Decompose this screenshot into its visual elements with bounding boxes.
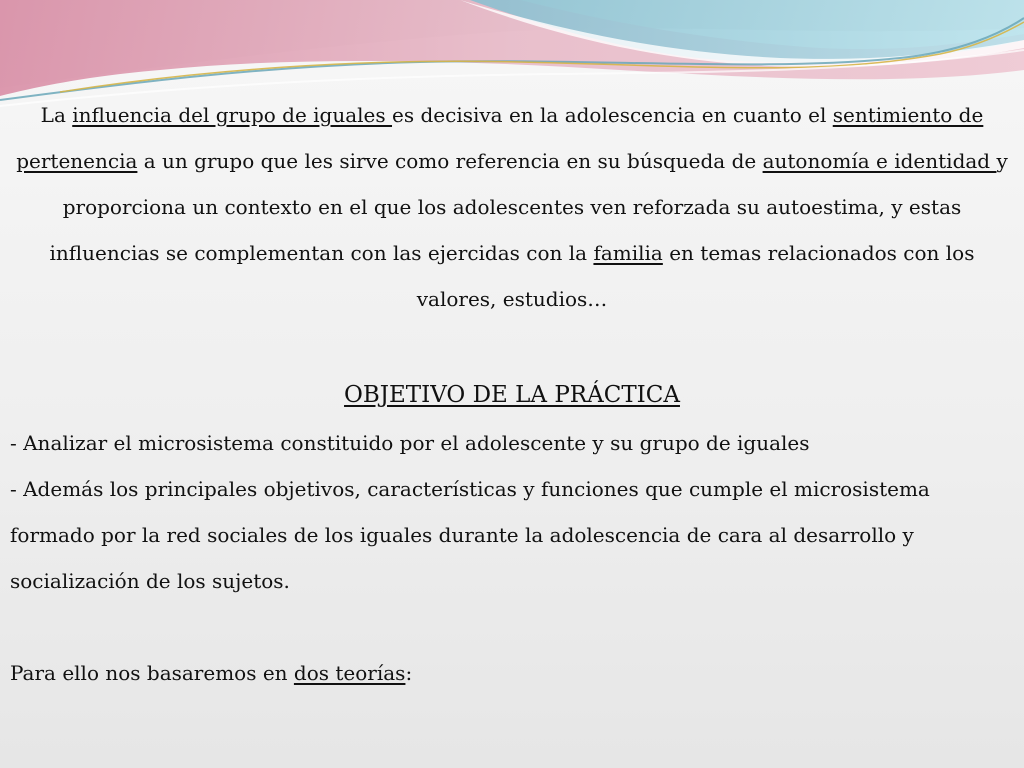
intro-underline-belonging: sentimiento de pertenencia	[16, 103, 984, 173]
intro-underline-autonomy: autonomía e identidad	[762, 149, 997, 173]
intro-text-5: en temas relacionados con los valores, estudios…	[416, 241, 975, 311]
objective-bullet-2: - Además los principales objetivos, características y funciones que cumple el microsistema formado por la red sociales de los iguales durante la adolescencia de cara al desarrollo y socialización de los sujetos.	[10, 477, 930, 593]
closing-text-2: :	[405, 661, 413, 685]
intro-text-1: La	[40, 103, 73, 127]
objective-heading	[0, 372, 1024, 418]
intro-underline-peer-influence: influencia del grupo de iguales	[72, 103, 393, 127]
intro-paragraph	[8, 92, 1016, 322]
closing-text-1: Para ello nos basaremos en	[10, 661, 294, 685]
intro-text-2: es decisiva en la adolescencia en cuanto el	[392, 103, 833, 127]
objective-list	[10, 420, 1010, 604]
intro-text-3: a un grupo que les sirve como referencia en su búsqueda de	[137, 149, 763, 173]
intro-text-4: y proporciona un contexto en el que los adolescentes ven reforzada su autoestima, y estas influencias se complementan con las ejercidas con la	[49, 149, 1008, 265]
closing-underline-theories: dos teorías	[293, 661, 406, 685]
intro-underline-family: familia	[593, 241, 663, 265]
objective-bullet-1: - Analizar el microsistema constituido por el adolescente y su grupo de iguales	[10, 431, 810, 455]
objective-heading-text: OBJETIVO DE LA PRÁCTICA	[344, 382, 680, 408]
closing-sentence	[10, 650, 1010, 696]
